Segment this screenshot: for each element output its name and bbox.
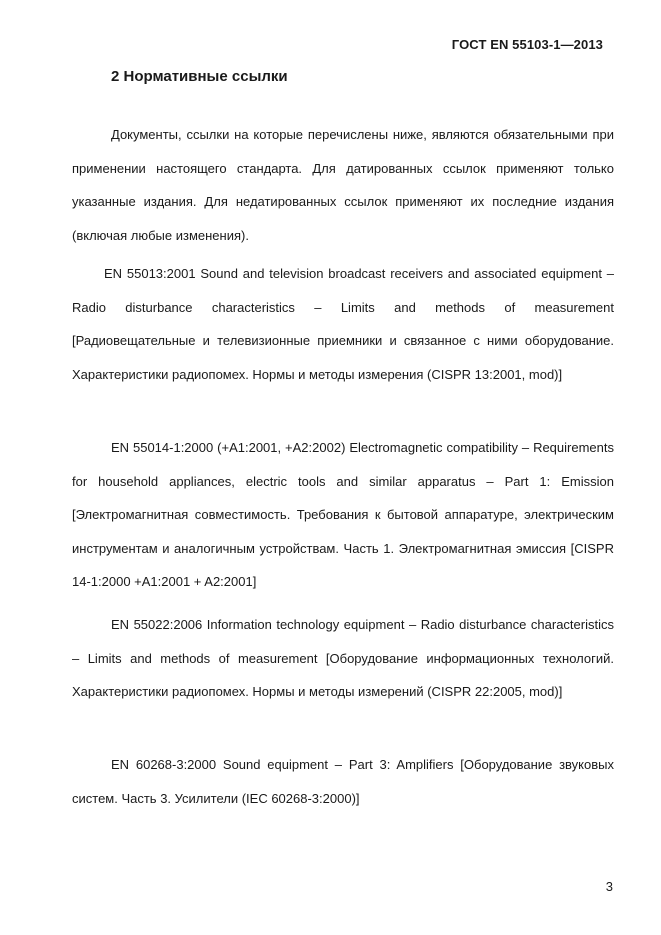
reference-en-55022: EN 55022:2006 Information technology equipment – Radio disturbance characteristics – Limits and methods of measurement [Оборудование информационных технологий. Характеристики радиопомех. Нормы и методы измерений (CISPR 22:2005, mod)] [72,617,614,699]
reference-en-55013: EN 55013:2001 Sound and television broadcast receivers and associated equipment – Radio disturbance characteristics – Limits and methods of measurement [Радиовещательные и телевизионные приемники и связанное с ними оборудование. Характеристики радиопомех. Нормы и методы измерения (CISPR 13:2001, mod)] [72,266,614,382]
page-number: 3 [605,879,613,894]
section-title: 2 Нормативные ссылки [111,68,288,85]
reference-en-60268-3: EN 60268-3:2000 Sound equipment – Part 3: Amplifiers [Оборудование звуковых систем. Часть 3. Усилители (IEC 60268-3:2000)] [72,757,614,806]
document-code-header: ГОСТ EN 55103-1—2013 [451,37,603,52]
paragraph-intro: Документы, ссылки на которые перечислены ниже, являются обязательными при применении настоящего стандарта. Для датированных ссылок применяют только указанные издания. Для недатированных ссылок применяют их последние издания (включая любые изменения). [72,127,614,243]
reference-en-55014-1: EN 55014-1:2000 (+A1:2001, +A2:2002) Electromagnetic compatibility – Requirements for household appliances, electric tools and similar apparatus – Part 1: Emission [Электромагнитная совместимость. Требования к бытовой аппаратуре, электрическим инструментам и аналогичным устройствам. Часть 1. Электромагнитная эмиссия [CISPR 14-1:2000 +A1:2001 + A2:2001] [72,440,614,589]
